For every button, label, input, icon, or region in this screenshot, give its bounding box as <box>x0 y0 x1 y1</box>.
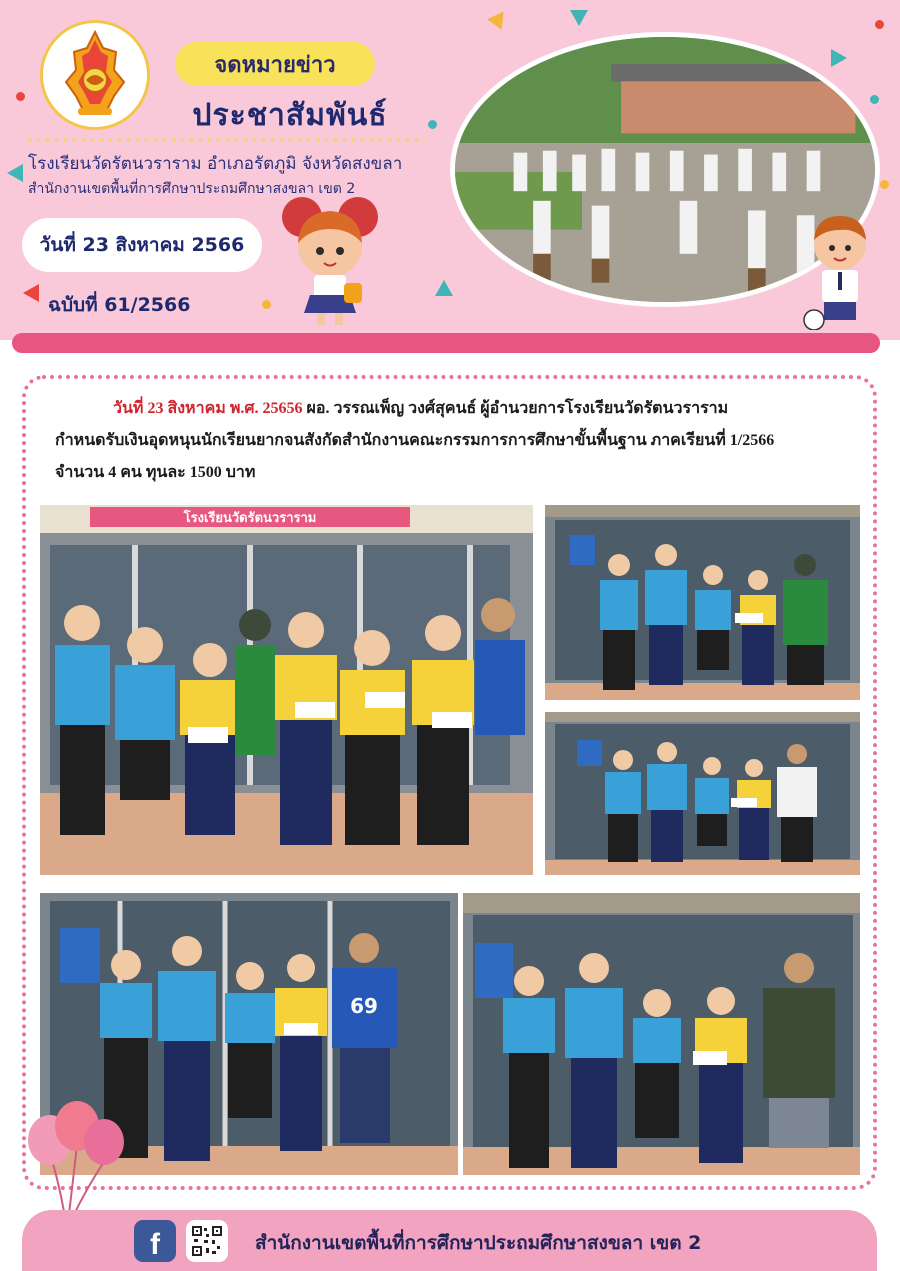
cartoon-girl-illustration <box>280 195 380 330</box>
school-logo <box>40 20 150 130</box>
article-line-2: กำหนดรับเงินอุดหนุนนักเรียนยากจนสังกัดสำนักงานคณะกรรมการการศึกษาขั้นพื้นฐาน ภาคเรียนที่ 1/2566 <box>55 432 775 449</box>
triangle-decoration <box>570 10 588 26</box>
qr-pattern <box>192 1226 222 1256</box>
shirt-number: 69 <box>350 994 378 1018</box>
dot-decoration <box>428 120 437 129</box>
triangle-decoration <box>831 49 847 67</box>
qr-code-icon[interactable] <box>186 1220 228 1262</box>
school-sign-text: โรงเรียนวัดรัตนวราราม <box>183 511 317 526</box>
issue-number: ฉบับที่ 61/2566 <box>48 294 191 316</box>
photo-group-large <box>40 505 533 875</box>
group-photo-image <box>40 505 533 875</box>
article-date: วันที่ 23 สิงหาคม พ.ศ. 25656 <box>113 400 303 417</box>
facebook-icon[interactable]: f <box>134 1220 176 1262</box>
office-name: สำนักงานเขตพื้นที่การศึกษาประถมศึกษาสงขลา เขต 2 <box>28 181 356 197</box>
dot-decoration <box>880 180 889 189</box>
cartoon-boy-illustration <box>800 210 880 330</box>
triangle-decoration <box>23 284 39 302</box>
footer-office-name: สำนักงานเขตพื้นที่การศึกษาประถมศึกษาสงขลา เขต 2 <box>255 1232 702 1254</box>
triangle-decoration <box>435 280 453 296</box>
group-photo-image <box>545 712 860 875</box>
dot-decoration <box>870 95 879 104</box>
group-photo-image <box>545 505 860 700</box>
newsletter-header <box>0 0 900 340</box>
photo-group-3 <box>545 712 860 875</box>
header-divider-bar <box>12 333 880 353</box>
newsletter-label: จดหมายข่าว <box>175 42 375 86</box>
school-emblem-icon <box>56 30 134 120</box>
school-name: โรงเรียนวัดรัตนวราราม อำเภอรัตภูมิ จังหวัดสงขลา <box>28 154 403 174</box>
group-photo-image <box>463 893 860 1175</box>
triangle-decoration <box>487 6 511 29</box>
triangle-decoration <box>7 164 23 182</box>
article-line-1: ผอ. วรรณเพ็ญ วงศ์สุคนธ์ ผู้อำนวยการโรงเรียนวัดรัตนวราราม <box>302 400 729 417</box>
dot-decoration <box>262 300 271 309</box>
dot-decoration <box>16 92 25 101</box>
dot-decoration <box>875 20 884 29</box>
issue-date: วันที่ 23 สิงหาคม 2566 <box>22 218 262 272</box>
photo-group-5 <box>463 893 860 1175</box>
article-line-3: จำนวน 4 คน ทุนละ 1500 บาท <box>55 464 256 481</box>
article-paragraph <box>55 393 855 489</box>
newsletter-title: ประชาสัมพันธ์ <box>192 98 388 133</box>
photo-group-2 <box>545 505 860 700</box>
